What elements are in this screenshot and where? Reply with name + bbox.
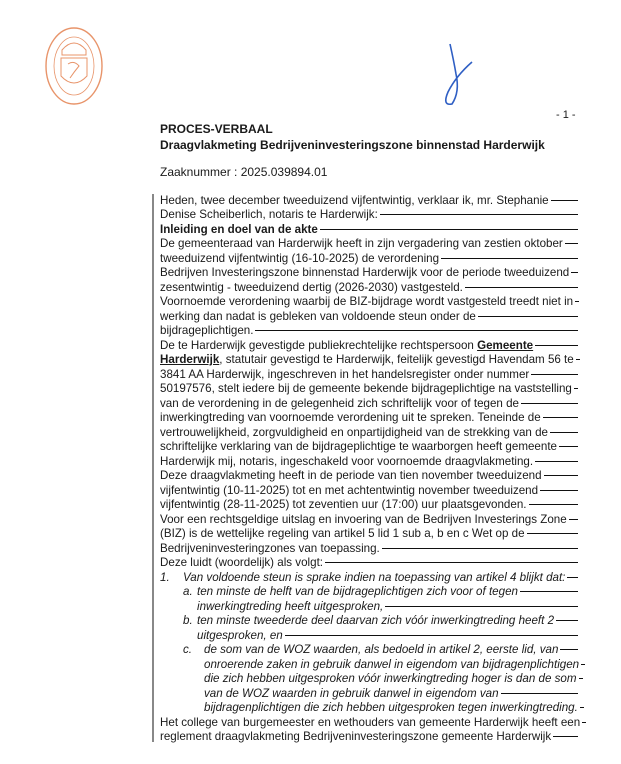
line-text: Inleiding en doel van de akte <box>160 222 318 236</box>
text-line <box>160 672 578 687</box>
line-text: Deze luidt (woordelijk) als volgt: <box>160 556 324 570</box>
document-title <box>160 121 545 153</box>
line-text: inwerkingtreding van voornoemde verordening uit te spreken. Teneinde de <box>160 411 541 425</box>
filler-line <box>550 432 578 433</box>
line-text: uitgesproken, en <box>197 628 283 642</box>
text-line <box>160 512 578 527</box>
notary-seal-logo <box>44 26 104 106</box>
line-text: tweeduizend vijfentwintig (16-10-2025) de verordening <box>160 251 440 265</box>
line-text: De gemeenteraad van Harderwijk heeft in zijn vergadering van zestien oktober <box>160 237 563 251</box>
list-number: c. <box>183 643 193 657</box>
case-number: Zaaknummer : 2025.039894.01 <box>160 165 328 179</box>
line-text: reglement draagvlakmeting Bedrijveninvesteringszone gemeente Harderwijk <box>160 730 552 744</box>
text-line <box>160 643 578 658</box>
text-line <box>160 686 578 701</box>
filler-line <box>527 533 578 534</box>
filler-line <box>580 707 584 708</box>
filler-line <box>575 301 579 302</box>
list-number: a. <box>183 585 193 599</box>
filler-line <box>520 591 578 592</box>
filler-line <box>255 330 578 331</box>
filler-line <box>531 374 578 375</box>
filler-line <box>559 446 578 447</box>
text-line <box>160 570 578 585</box>
filler-line <box>535 345 578 346</box>
filler-line <box>501 693 578 694</box>
text-line <box>160 367 578 382</box>
margin-bar <box>152 194 154 742</box>
filler-line <box>579 678 583 679</box>
line-text: ten minste tweederde deel daarvan zich vóór inwerkingtreding heeft 2 <box>197 614 555 628</box>
line-text: onroerende zaken in gebruik danwel in eigendom van bijdragenplichtigen <box>204 657 580 671</box>
text-line <box>160 454 578 469</box>
line-text: van de verordening in de gelegenheid zich schriftelijk voor of tegen de <box>160 396 519 410</box>
filler-line <box>574 388 578 389</box>
text-line <box>160 266 578 281</box>
filler-line <box>581 664 585 665</box>
text-line <box>160 396 578 411</box>
text-line <box>160 498 578 513</box>
line-text: inwerkingtreding heeft uitgesproken, <box>197 599 384 613</box>
line-text: zesentwintig - tweeduizend dertig (2026-2030) vastgesteld. <box>160 280 463 294</box>
text-line <box>160 701 578 716</box>
line-text: Harderwijk mij, notaris, ingeschakeld voor voornoemde draagvlakmeting. <box>160 454 534 468</box>
filler-line <box>576 359 580 360</box>
line-text: van de WOZ waarden in gebruik danwel in eigendom van <box>204 686 499 700</box>
text-line <box>160 280 578 295</box>
filler-line <box>385 606 578 607</box>
filler-line <box>565 243 578 244</box>
text-line <box>160 251 578 266</box>
text-line <box>160 338 578 353</box>
line-text: Het college van burgemeester en wethouders van gemeente Harderwijk heeft een <box>160 715 581 729</box>
text-line <box>160 411 578 426</box>
list-number: 1. <box>160 570 170 584</box>
line-text: vijfentwintig (10-11-2025) tot en met achtentwintig november tweeduizend <box>160 483 539 497</box>
line-text: bijdrageplichtigen. <box>160 324 254 338</box>
text-line <box>160 556 578 571</box>
filler-line <box>551 200 578 201</box>
filler-line <box>540 490 578 491</box>
filler-line <box>582 722 586 723</box>
subtitle: Draagvlakmeting Bedrijveninvesteringszone binnenstad Harderwijk <box>160 138 545 152</box>
line-text: Heden, twee december tweeduizend vijfentwintig, verklaar ik, mr. Stephanie <box>160 193 549 207</box>
title: PROCES-VERBAAL <box>160 122 273 136</box>
text-line <box>160 324 578 339</box>
line-text: Voornoemde verordening waarbij de BIZ-bijdrage wordt vastgesteld treedt niet in <box>160 295 574 309</box>
filler-line <box>544 475 578 476</box>
text-line <box>160 585 578 600</box>
party-name: Gemeente <box>477 338 534 352</box>
line-text: (BIZ) is de wettelijke regeling van artikel 5 lid 1 sub a, b en c Wet op de <box>160 527 525 541</box>
filler-line <box>478 316 578 317</box>
party-name: Harderwijk <box>160 353 220 367</box>
line-text: de som van de WOZ waarden, als bedoeld in artikel 2, eerste lid, van <box>204 643 559 657</box>
filler-line <box>569 519 578 520</box>
text-line <box>160 295 578 310</box>
filler-line <box>285 635 578 636</box>
line-text: ten minste de helft van de bijdrageplichtigen zich voor of tegen <box>197 585 518 599</box>
text-line <box>160 353 578 368</box>
signature <box>438 42 478 108</box>
filler-line <box>553 736 578 737</box>
line-text: Voor een rechtsgeldige uitslag en invoering van de Bedrijven Investerings Zone <box>160 512 567 526</box>
text-line <box>160 527 578 542</box>
text-line <box>160 193 578 208</box>
text-line <box>160 730 578 745</box>
line-text: werking dan nadat is gebleken van voldoende steun onder de <box>160 309 476 323</box>
line-text: Deze draagvlakmeting heeft in de periode van tien november tweeduizend <box>160 469 542 483</box>
line-text: De te Harderwijk gevestigde publiekrechtelijke rechtspersoon <box>160 338 478 352</box>
line-text: 50197576, stelt iedere bij de gemeente bekende bijdrageplichtige na vaststelling <box>160 382 572 396</box>
filler-line <box>556 620 578 621</box>
filler-line <box>521 403 578 404</box>
text-line <box>160 222 578 237</box>
text-line <box>160 599 578 614</box>
text-line <box>160 657 578 672</box>
text-line <box>160 382 578 397</box>
filler-line <box>535 461 578 462</box>
line-text: Bedrijveninvesteringzones van toepassing. <box>160 541 380 555</box>
filler-line <box>571 272 578 273</box>
line-text: Denise Scheiberlich, notaris te Harderwijk: <box>160 208 378 222</box>
line-text: Bedrijven Investeringszone binnenstad Harderwijk voor de periode tweeduizend <box>160 266 570 280</box>
line-text: vertrouwelijkheid, zorgvuldigheid en onpartijdigheid van de strekking van de <box>160 425 548 439</box>
text-line <box>160 628 578 643</box>
filler-line <box>441 258 578 259</box>
line-text: Van voldoende steun is sprake indien na toepassing van artikel 4 blijkt dat: <box>183 570 566 584</box>
text-line <box>160 208 578 223</box>
line-text: schriftelijke verklaring van de bijdrageplichtige te waarborgen heeft gemeente <box>160 440 557 454</box>
text-line <box>160 614 578 629</box>
filler-line <box>320 229 578 230</box>
text-line <box>160 541 578 556</box>
text-line <box>160 440 578 455</box>
page-number: - 1 - <box>556 109 576 121</box>
text-line <box>160 483 578 498</box>
filler-line <box>465 287 578 288</box>
filler-line <box>382 548 578 549</box>
text-line <box>160 309 578 324</box>
text-line <box>160 425 578 440</box>
line-text: die zich hebben uitgesproken vóór inwerkingtreding hoger is dan de som <box>204 672 577 686</box>
filler-line <box>325 562 578 563</box>
filler-line <box>529 504 579 505</box>
filler-line <box>380 214 578 215</box>
filler-line <box>567 577 578 578</box>
text-line <box>160 469 578 484</box>
text-line <box>160 237 578 252</box>
list-number: b. <box>183 614 193 628</box>
filler-line <box>543 417 578 418</box>
line-text: 3841 AA Harderwijk, ingeschreven in het handelsregister onder nummer <box>160 367 530 381</box>
deed-body <box>160 193 581 744</box>
filler-line <box>560 649 578 650</box>
line-text: vijfentwintig (28-11-2025) tot zeventien uur (17:00) uur plaatsgevonden. <box>160 498 527 512</box>
line-text: , statutair gevestigd te Harderwijk, feitelijk gevestigd Havendam 56 te <box>219 353 574 367</box>
line-text: bijdragenplichtigen die zich hebben uitgesproken tegen inwerkingtreding. <box>204 701 578 715</box>
text-line <box>160 715 581 730</box>
